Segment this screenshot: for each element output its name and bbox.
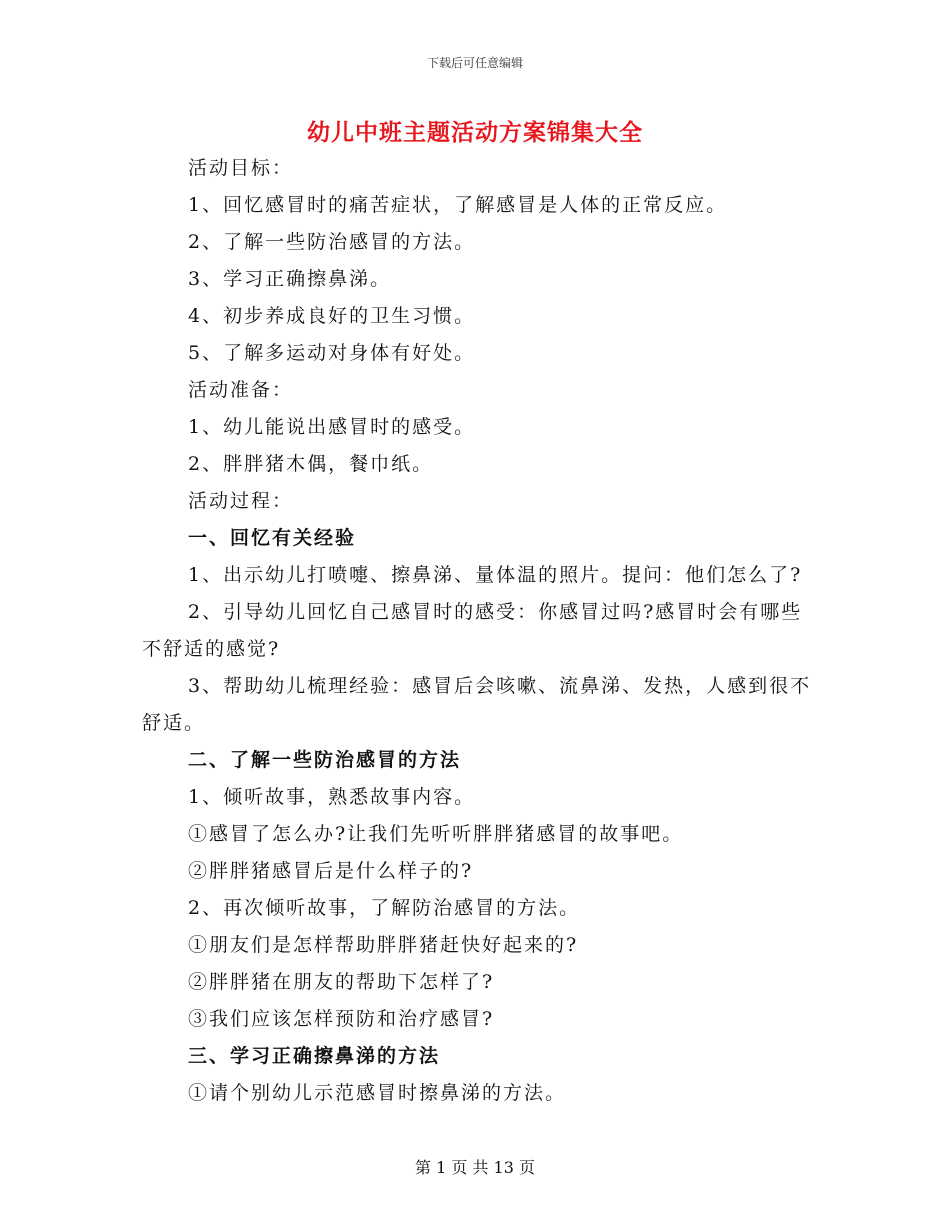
paragraph: ②胖胖猪感冒后是什么样子的? bbox=[188, 860, 474, 882]
paragraph: 1、回忆感冒时的痛苦症状，了解感冒是人体的正常反应。 bbox=[188, 194, 728, 216]
paragraph: 3、学习正确擦鼻涕。 bbox=[188, 268, 392, 290]
section-heading: 三、学习正确擦鼻涕的方法 bbox=[188, 1045, 441, 1067]
page-number: 第 1 页 共 13 页 bbox=[415, 1158, 535, 1177]
paragraph: 3、帮助幼儿梳理经验：感冒后会咳嗽、流鼻涕、发热，人感到很不舒适。 bbox=[142, 675, 812, 734]
paragraph: 1、幼儿能说出感冒时的感受。 bbox=[188, 416, 476, 438]
paragraph: 2、胖胖猪木偶，餐巾纸。 bbox=[188, 453, 434, 475]
paragraph: ②胖胖猪在朋友的帮助下怎样了? bbox=[188, 971, 495, 993]
paragraph: 活动过程： bbox=[188, 490, 294, 512]
page-header-note: 下载后可任意编辑 bbox=[426, 56, 523, 70]
paragraph: 活动准备： bbox=[188, 379, 294, 401]
paragraph: 2、引导幼儿回忆自己感冒时的感受：你感冒过吗?感冒时会有哪些不舒适的感觉? bbox=[142, 601, 803, 660]
paragraph: 2、再次倾听故事，了解防治感冒的方法。 bbox=[188, 897, 581, 919]
paragraph: 1、倾听故事，熟悉故事内容。 bbox=[188, 786, 476, 808]
paragraph: ①感冒了怎么办?让我们先听听胖胖猪感冒的故事吧。 bbox=[188, 823, 684, 845]
paragraph: ③我们应该怎样预防和治疗感冒? bbox=[188, 1008, 495, 1030]
document-body bbox=[142, 150, 812, 1112]
section-heading: 一、回忆有关经验 bbox=[188, 527, 357, 549]
paragraph: 1、出示幼儿打喷嚏、擦鼻涕、量体温的照片。提问：他们怎么了? bbox=[188, 564, 803, 586]
paragraph: 2、了解一些防治感冒的方法。 bbox=[188, 231, 476, 253]
paragraph: ①请个别幼儿示范感冒时擦鼻涕的方法。 bbox=[188, 1082, 567, 1104]
section-heading: 二、了解一些防治感冒的方法 bbox=[188, 749, 462, 771]
document-title: 幼儿中班主题活动方案锦集大全 bbox=[307, 119, 643, 146]
paragraph: 4、初步养成良好的卫生习惯。 bbox=[188, 305, 476, 327]
paragraph: 活动目标： bbox=[188, 157, 294, 179]
paragraph: ①朋友们是怎样帮助胖胖猪赶快好起来的? bbox=[188, 934, 579, 956]
paragraph: 5、了解多运动对身体有好处。 bbox=[188, 342, 476, 364]
